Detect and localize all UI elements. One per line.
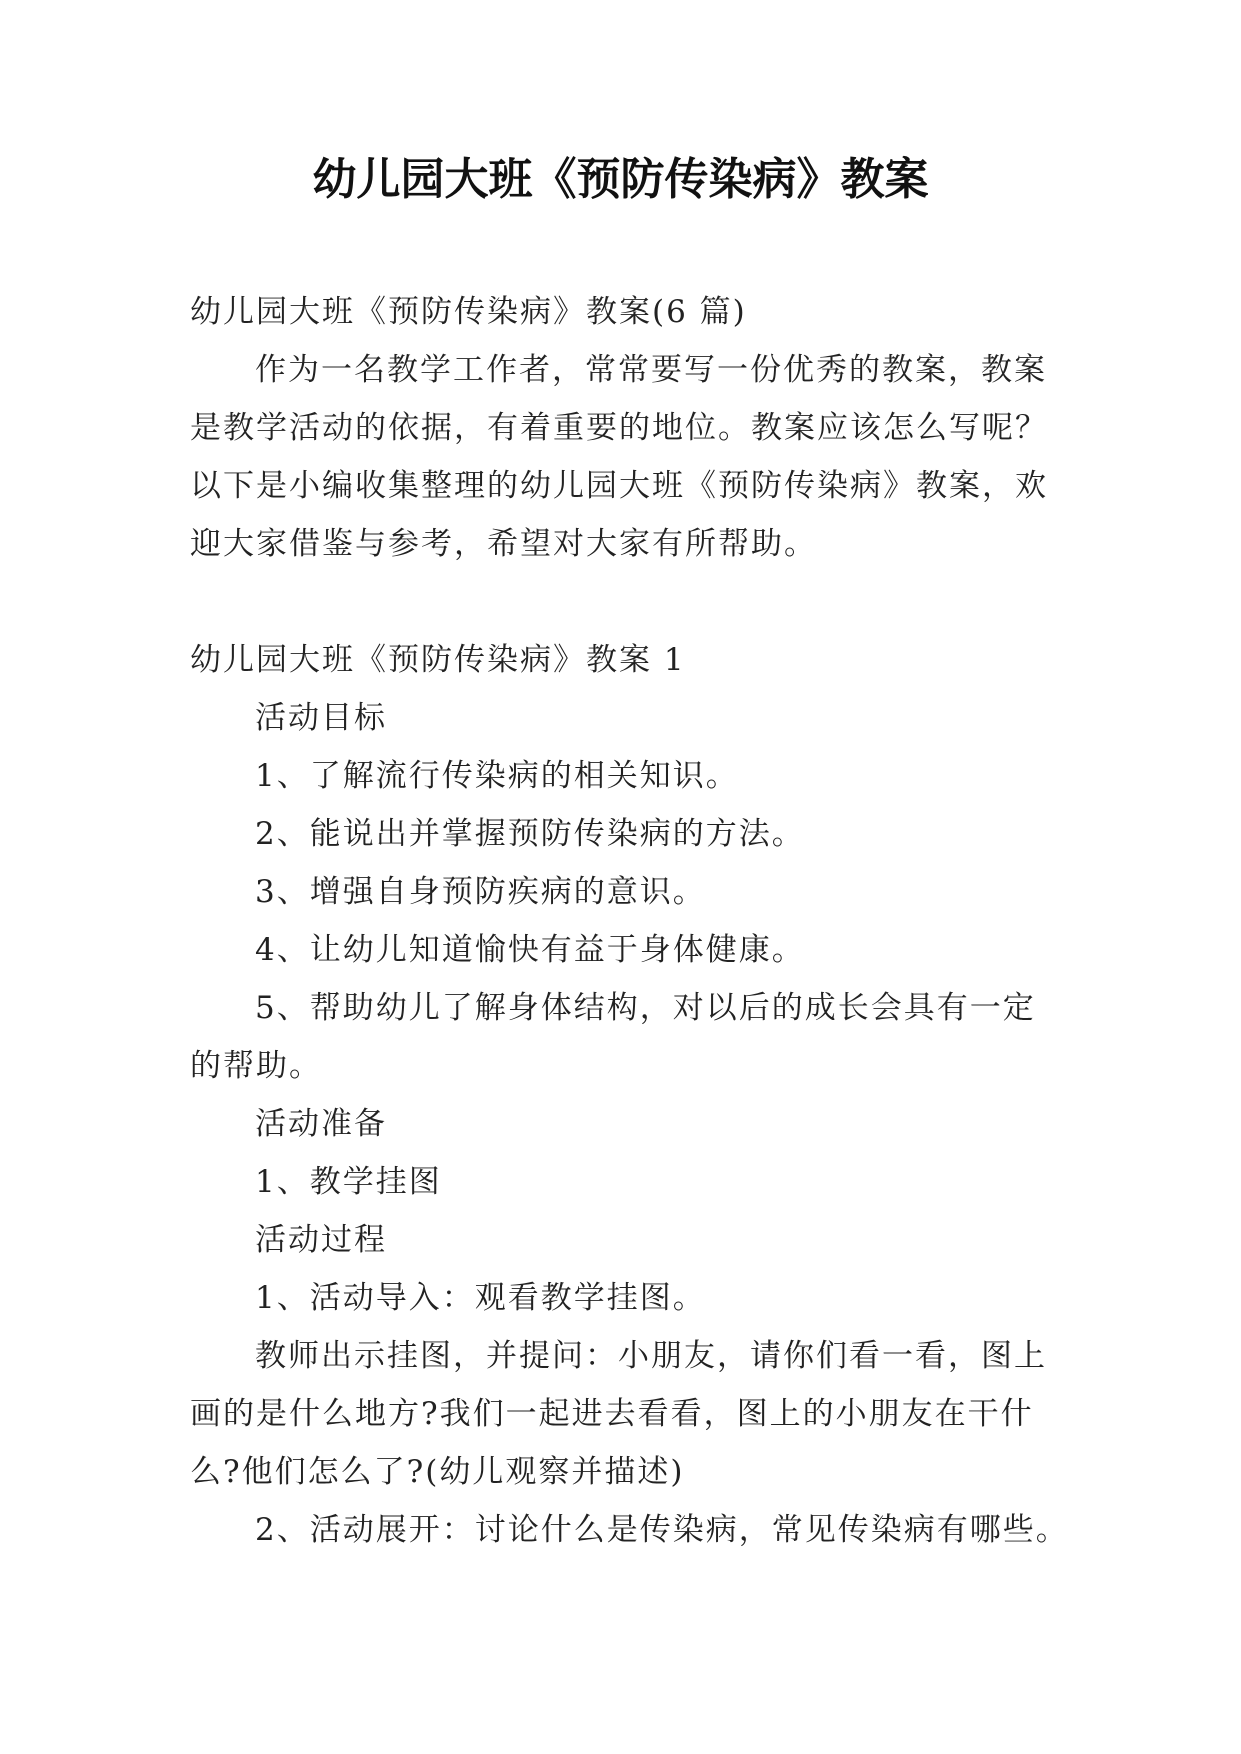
- document-body: [190, 283, 1069, 1559]
- document-subtitle: 幼儿园大班《预防传染病》教案(6 篇): [190, 294, 747, 330]
- goal-item: 4、让幼儿知道愉快有益于身体健康。: [255, 932, 805, 968]
- process-step-desc-line: 么?他们怎么了?(幼儿观察并描述): [190, 1454, 685, 1490]
- document-title: 幼儿园大班《预防传染病》教案: [312, 154, 929, 205]
- goal-item: 2、能说出并掌握预防传染病的方法。: [255, 816, 805, 852]
- process-step: 2、活动展开：讨论什么是传染病，常见传染病有哪些。: [255, 1512, 1069, 1548]
- intro-paragraph-line: 是教学活动的依据，有着重要的地位。教案应该怎么写呢？: [190, 410, 1048, 446]
- process-step-desc-line: 画的是什么地方?我们一起进去看看，图上的小朋友在干什: [190, 1396, 1034, 1432]
- goal-item: 1、了解流行传染病的相关知识。: [255, 758, 739, 794]
- process-step-desc-line: 教师出示挂图，并提问：小朋友，请你们看一看，图上: [255, 1338, 1047, 1374]
- process-heading: 活动过程: [255, 1222, 387, 1258]
- goal-item: 3、增强自身预防疾病的意识。: [255, 874, 706, 910]
- goal-item: 5、帮助幼儿了解身体结构，对以后的成长会具有一定: [255, 990, 1036, 1026]
- intro-paragraph-line: 作为一名教学工作者，常常要写一份优秀的教案，教案: [255, 352, 1047, 388]
- intro-paragraph-line: 迎大家借鉴与参考，希望对大家有所帮助。: [190, 526, 817, 562]
- goal-item-continuation: 的帮助。: [190, 1048, 322, 1084]
- goal-heading: 活动目标: [255, 700, 387, 736]
- section-heading: 幼儿园大班《预防传染病》教案 1: [190, 642, 686, 678]
- intro-paragraph-line: 以下是小编收集整理的幼儿园大班《预防传染病》教案，欢: [190, 468, 1048, 504]
- paragraph-gap: [190, 573, 1060, 631]
- process-step: 1、活动导入：观看教学挂图。: [255, 1280, 706, 1316]
- prep-item: 1、教学挂图: [255, 1164, 442, 1200]
- prep-heading: 活动准备: [255, 1106, 387, 1142]
